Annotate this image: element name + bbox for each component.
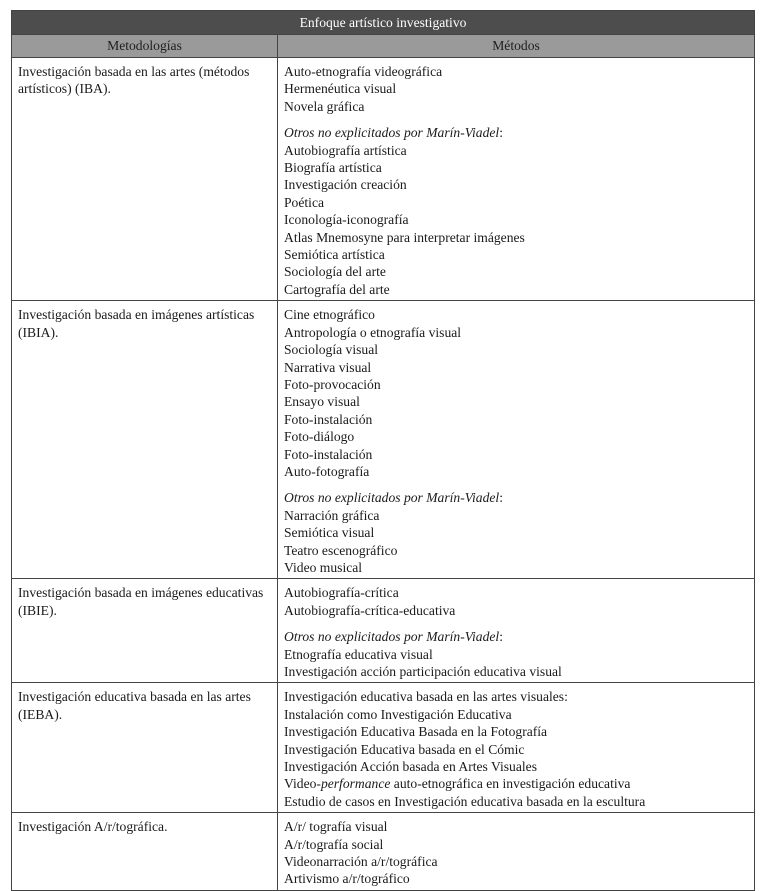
method-item: Estudio de casos en Investigación educativa basada en la escultura: [284, 793, 646, 809]
method-item: Video-performance auto-etnográfica en investigación educativa: [284, 776, 631, 792]
method-item: Instalación como Investigación Educativa: [284, 706, 512, 722]
table-row-iba: [12, 58, 755, 301]
methods-cell: [278, 58, 755, 301]
methodology-cell: Investigación A/r/tográfica.: [12, 813, 278, 891]
method-item: Foto-provocación: [284, 376, 381, 392]
method-item: Foto-instalación: [284, 411, 373, 427]
method-item: Autobiografía-crítica-educativa: [284, 602, 456, 618]
method-item: Video musical: [284, 559, 363, 575]
methodology-cell: Investigación basada en las artes (métodos artísticos) (IBA).: [12, 58, 278, 301]
table-caption-row: [12, 11, 755, 35]
method-item: Foto-instalación: [284, 446, 373, 462]
table-row-ibia: [12, 301, 755, 579]
method-item: Investigación acción participación educativa visual: [284, 664, 562, 679]
method-item: Videonarración a/r/tográfica: [284, 854, 438, 870]
method-item: Narrativa visual: [284, 359, 372, 375]
methods-cell: [278, 301, 755, 579]
method-item: Autobiografía artística: [284, 142, 407, 158]
methodology-cell: Investigación basada en imágenes artísticas (IBIA).: [12, 301, 278, 579]
table-row-ibie: [12, 579, 755, 683]
method-item: Etnografía educativa visual: [284, 646, 433, 662]
method-item: Sociología visual: [284, 342, 379, 358]
method-item: Artivismo a/r/tográfico: [284, 871, 410, 887]
method-item: Atlas Mnemosyne para interpretar imágenes: [284, 229, 525, 245]
others-heading: Otros no explicitados por Marín-Viadel:: [284, 490, 503, 506]
method-item: Investigación creación: [284, 177, 407, 193]
column-header-methodologies: Metodologías: [12, 35, 278, 58]
method-item: Ensayo visual: [284, 394, 360, 410]
research-methods-table: [11, 10, 755, 891]
methodology-cell: Investigación basada en imágenes educativas (IBIE).: [12, 579, 278, 683]
methods-cell: [278, 813, 755, 891]
others-heading: Otros no explicitados por Marín-Viadel:: [284, 125, 503, 141]
method-item: Sociología del arte: [284, 264, 386, 280]
method-item: Autobiografía-crítica: [284, 585, 399, 601]
method-item: Auto-etnografía videográfica: [284, 64, 443, 79]
table-row-ieba: [12, 683, 755, 813]
method-item: Cine etnográfico: [284, 307, 375, 323]
method-item: Novela gráfica: [284, 98, 365, 114]
method-item: Poética: [284, 194, 325, 210]
column-header-methods: Métodos: [278, 35, 755, 58]
method-item: Cartografía del arte: [284, 281, 390, 297]
method-item: Foto-diálogo: [284, 429, 355, 445]
method-item: Teatro escenográfico: [284, 542, 398, 558]
method-item: Semiótica artística: [284, 247, 385, 263]
method-item: Biografía artística: [284, 160, 382, 176]
table-row-artography: [12, 813, 755, 891]
method-item: Antropología o etnografía visual: [284, 324, 462, 340]
method-item: Investigación Educativa Basada en la Fotografía: [284, 724, 548, 740]
table-caption: Enfoque artístico investigativo: [12, 11, 755, 35]
method-item: Investigación Acción basada en Artes Visuales: [284, 759, 537, 775]
table-header-row: [12, 35, 755, 58]
method-item: Narración gráfica: [284, 507, 380, 523]
method-item: Hermenéutica visual: [284, 81, 397, 97]
method-item: A/r/tografía social: [284, 836, 384, 852]
method-item: Investigación Educativa basada en el Cómic: [284, 741, 525, 757]
methods-cell: [278, 579, 755, 683]
method-item: Semiótica visual: [284, 525, 375, 541]
methods-cell: [278, 683, 755, 813]
method-item: Iconología-iconografía: [284, 212, 409, 228]
method-item: Investigación educativa basada en las artes visuales:: [284, 689, 568, 705]
method-item: A/r/ tografía visual: [284, 819, 388, 835]
method-item: Auto-fotografía: [284, 463, 370, 479]
methodology-cell: Investigación educativa basada en las artes (IEBA).: [12, 683, 278, 813]
others-heading: Otros no explicitados por Marín-Viadel:: [284, 629, 503, 645]
